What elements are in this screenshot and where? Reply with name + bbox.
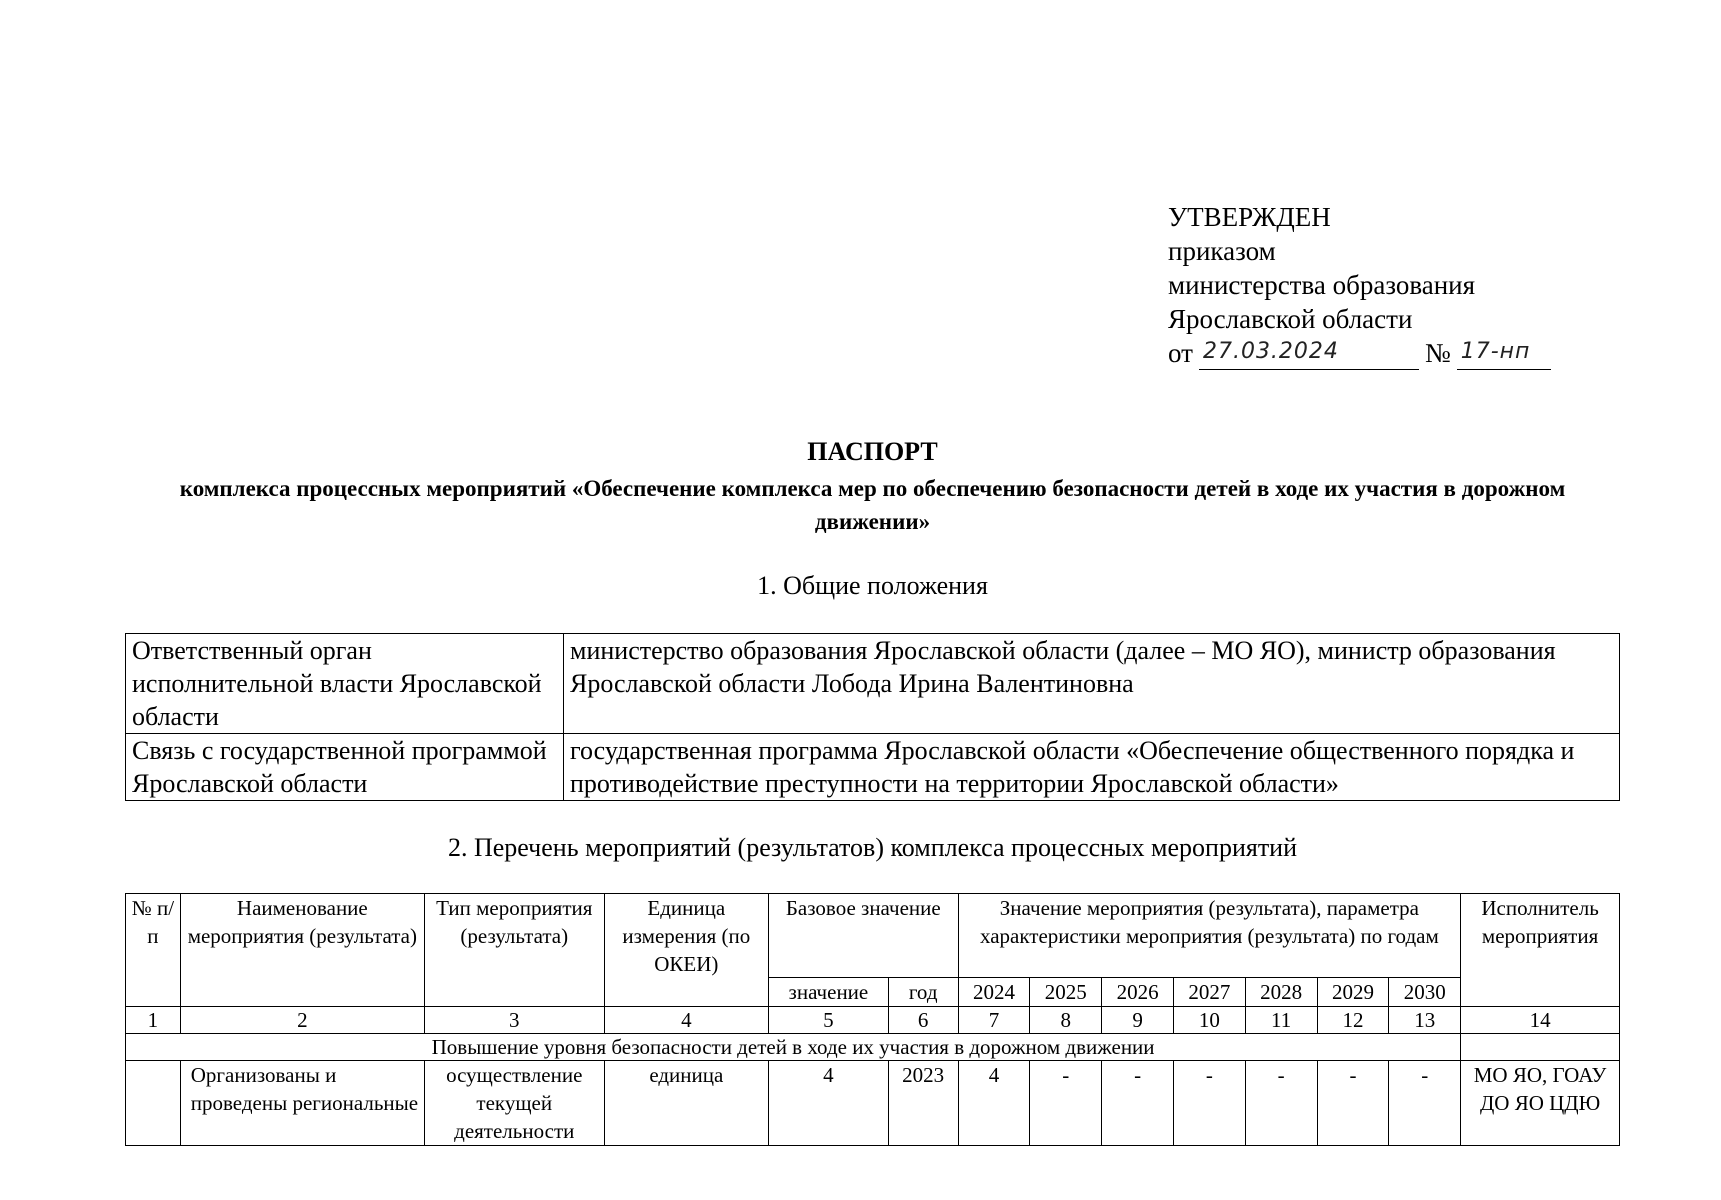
header-cell: 2029 — [1317, 978, 1389, 1007]
header-cell: год — [888, 978, 958, 1007]
table-cell: единица — [604, 1061, 768, 1146]
header-cell: Тип мероприятия (результата) — [424, 894, 604, 1007]
table-cell: - — [1102, 1061, 1174, 1146]
table-cell: осуществление текущей деятельности — [424, 1061, 604, 1146]
table-cell: Ответственный орган исполнительной власти Ярославской области — [126, 634, 564, 734]
handwritten-number: 17-нп — [1457, 339, 1551, 370]
header-cell: 2028 — [1245, 978, 1317, 1007]
number-label: № — [1424, 338, 1451, 368]
header-cell: Базовое значение — [769, 894, 959, 978]
column-number: 9 — [1102, 1007, 1174, 1034]
table-cell: государственная программа Ярославской области «Обеспечение общественного порядка и противодействие преступности на территории Ярославской области» — [564, 734, 1620, 801]
header-cell: 2026 — [1102, 978, 1174, 1007]
header-cell: 2024 — [958, 978, 1030, 1007]
header-cell: 2027 — [1173, 978, 1245, 1007]
table-cell: 4 — [769, 1061, 889, 1146]
document-title: ПАСПОРТ — [807, 437, 938, 466]
header-cell: № п/п — [126, 894, 181, 1007]
column-number: 12 — [1317, 1007, 1389, 1034]
header-cell: Наименование мероприятия (результата) — [180, 894, 424, 1007]
column-number: 1 — [126, 1007, 181, 1034]
header-cell: 2030 — [1389, 978, 1461, 1007]
table-cell: - — [1317, 1061, 1389, 1146]
table-row — [126, 634, 1620, 734]
header-row — [126, 894, 1620, 978]
general-table — [125, 633, 1620, 801]
section-heading: 1. Общие положения — [757, 571, 988, 600]
column-number: 4 — [604, 1007, 768, 1034]
document-subtitle: комплекса процессных мероприятий «Обеспечение комплекса мер по обеспечению безопасности детей в ходе их участия в дорожном движении» — [179, 476, 1566, 534]
table-cell: МО ЯО, ГОАУ ДО ЯО ЦДЮ — [1461, 1061, 1620, 1146]
table-cell: 2023 — [888, 1061, 958, 1146]
column-number: 13 — [1389, 1007, 1461, 1034]
table-cell: Организованы и проведены региональные — [180, 1061, 424, 1146]
from-label: от — [1168, 338, 1193, 368]
column-number: 7 — [958, 1007, 1030, 1034]
table-cell — [126, 1061, 181, 1146]
column-number: 10 — [1173, 1007, 1245, 1034]
column-number: 5 — [769, 1007, 889, 1034]
table-cell: - — [1030, 1061, 1102, 1146]
group-row — [126, 1034, 1620, 1061]
approval-stamp — [1168, 200, 1551, 370]
header-cell: Значение мероприятия (результата), параметра характеристики мероприятия (результата) по годам — [958, 894, 1461, 978]
column-number: 14 — [1461, 1007, 1620, 1034]
header-cell: Единица измерения (по ОКЕИ) — [604, 894, 768, 1007]
approval-line: Ярославской области — [1168, 304, 1413, 334]
table-cell: 4 — [958, 1061, 1030, 1146]
table-cell: - — [1173, 1061, 1245, 1146]
column-number: 6 — [888, 1007, 958, 1034]
table-row — [126, 734, 1620, 801]
approval-heading: УТВЕРЖДЕН — [1168, 202, 1331, 232]
table-cell — [1461, 1034, 1620, 1061]
approval-line: министерства образования — [1168, 270, 1476, 300]
table-row — [126, 1061, 1620, 1146]
header-cell: 2025 — [1030, 978, 1102, 1007]
table-cell: - — [1245, 1061, 1317, 1146]
handwritten-date: 27.03.2024 — [1199, 339, 1419, 370]
column-number: 3 — [424, 1007, 604, 1034]
column-number-row — [126, 1007, 1620, 1034]
approval-date-line — [1168, 336, 1551, 370]
table-cell: - — [1389, 1061, 1461, 1146]
header-cell: Исполнитель мероприятия — [1461, 894, 1620, 1007]
column-number: 11 — [1245, 1007, 1317, 1034]
approval-line: приказом — [1168, 236, 1276, 266]
column-number: 2 — [180, 1007, 424, 1034]
activities-table — [125, 893, 1620, 1146]
table-cell: министерство образования Ярославской области (далее – МО ЯО), министр образования Ярославской области Лобода Ирина Валентиновна — [564, 634, 1620, 734]
header-cell: значение — [769, 978, 889, 1007]
table-cell: Связь с государственной программой Ярославской области — [126, 734, 564, 801]
section-heading: 2. Перечень мероприятий (результатов) комплекса процессных мероприятий — [447, 833, 1298, 862]
column-number: 8 — [1030, 1007, 1102, 1034]
group-title: Повышение уровня безопасности детей в ходе их участия в дорожном движении — [126, 1034, 1461, 1061]
